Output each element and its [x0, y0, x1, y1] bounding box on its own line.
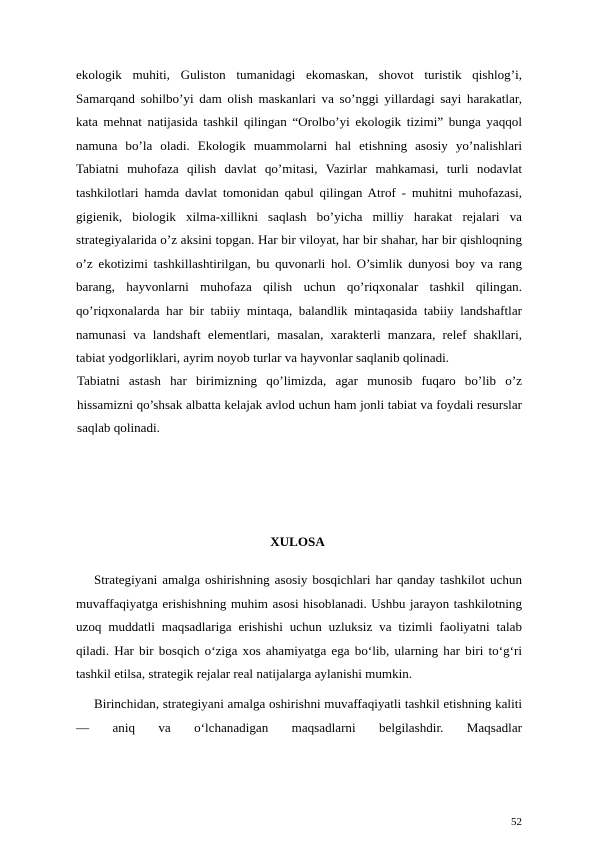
paragraph-nature: Tabiatni astash har birimizning qo’limizda, agar munosib fuqaro bo’lib o’z hissamizni qo’shsak albatta kelajak avlod uchun ham jonli tabiat va foydali resurslar saqlab qolinadi.	[77, 373, 522, 436]
conclusion-text-block	[76, 568, 522, 739]
paragraph-ecology: ekologik muhiti, Guliston tumanidagi ekomaskan, shovot turistik qishlog’i, Samarqand sohilbo’yi dam olish maskanlari va so’nggi yillardagi sayi harakatlar, kata mehnat natijasida tashkil qilingan “Orolbo’yi ekologik tizimi” bunga yaqqol namuna bo’la oladi. Ekologik muammolarni hal etishning asosiy yo’nalishlari Tabiatni muhofaza qilish davlat qo’mitasi, Vazirlar mahkamasi, turli nodavlat tashkilotlari hamda davlat tomonidan qabul qilingan Atrof - muhitni muhofazasi, gigienik, biologik xilma-xillikni saqlash bo’yicha milliy harakat rejalari va strategiyalarida o’z aksini topgan. Har bir viloyat, har bir shahar, har bir qishloqning o’z ekotizimi tashkillashtirilgan, bu quvonarli hol. O’simlik dunyosi boy va rang barang, hayvonlarni muhofaza qilish uchun qo’riqxonalar tashkil qilingan. qo’riqxonalarda har bir tabiiy mintaqa, balandlik mintaqasida tabiiy landshaftlar namunasi va landshaft elementlari, masalan, xarakterli manzara, relef shakllari, tabiat yodgorliklari, ayrim noyob turlar va hayvonlar saqlanib qolinadi.	[76, 67, 522, 366]
body-text-block	[76, 63, 522, 370]
section-heading: XULOSA	[270, 534, 325, 549]
page-number: 52	[511, 816, 522, 828]
paragraph-first-step: Birinchidan, strategiyani amalga oshirishni muvaffaqiyatli tashkil etishning kaliti — aniq va o‘lchanadigan maqsadlarni belgilashdir. Maqsadlar	[76, 695, 522, 735]
paragraph-strategy: Strategiyani amalga oshirishning asosiy bosqichlari har qanday tashkilot uchun muvaffaqiyatga erishishning muhim asosi hisoblanadi. Ushbu jarayon tashkilotning uzoq muddatli maqsadlariga erishishi uchun uzluksiz va tizimli faoliyatni talab qiladi. Har bir bosqich o‘ziga xos ahamiyatga ega bo‘lib, ularning har biri to‘g‘ri tashkil etilsa, strategik rejalar real natijalarga aylanishi mumkin.	[76, 572, 522, 682]
body-text-block	[77, 369, 522, 440]
